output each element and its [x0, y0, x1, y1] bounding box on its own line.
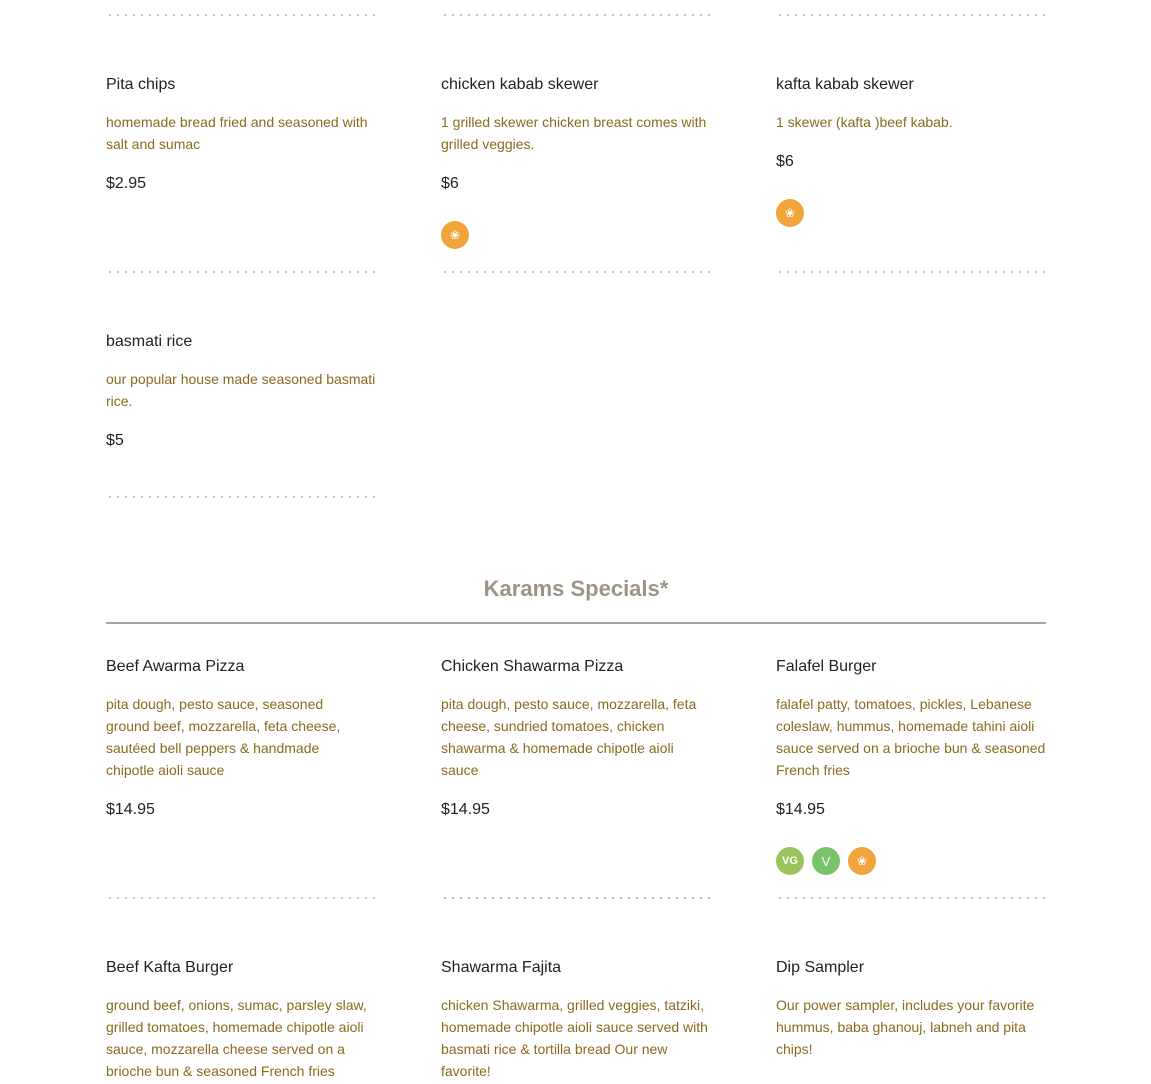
dietary-badges [776, 199, 804, 227]
item-name: Beef Awarma Pizza [106, 658, 245, 675]
item-name: basmati rice [106, 333, 193, 350]
item-description: ground beef, onions, sumac, parsley slaw, grilled tomatoes, homemade chipotle aioli sauce, mozzarella cheese served on a brioche bun & seasoned French fries [106, 997, 367, 1079]
item-divider [441, 14, 711, 16]
item-divider [776, 14, 1046, 16]
gluten-free-icon: ❀ [776, 199, 804, 227]
item-price: $2.95 [106, 175, 147, 192]
item-description: Our power sampler, includes your favorite hummus, baba ghanouj, labneh and pita chips! [776, 997, 1035, 1057]
dietary-badges [776, 847, 876, 875]
gluten-free-icon: ❀ [848, 847, 876, 875]
item-name: kafta kabab skewer [776, 76, 914, 93]
item-price: $14.95 [441, 801, 490, 818]
item-divider [441, 897, 711, 899]
item-name: chicken kabab skewer [441, 76, 599, 93]
dietary-badges [441, 221, 469, 249]
item-divider [106, 14, 376, 16]
item-divider [441, 271, 711, 273]
item-name: Shawarma Fajita [441, 959, 562, 976]
item-name: Chicken Shawarma Pizza [441, 658, 624, 675]
item-price: $14.95 [776, 801, 825, 818]
item-price: $6 [776, 153, 794, 170]
item-price: $14.95 [106, 801, 155, 818]
item-description: pita dough, pesto sauce, seasoned ground beef, mozzarella, feta cheese, sautéed bell peppers & handmade chipotle aioli sauce [106, 696, 341, 778]
item-divider [776, 271, 1046, 273]
item-divider [106, 271, 376, 273]
item-description: 1 grilled skewer chicken breast comes with grilled veggies. [441, 114, 707, 152]
section-divider [106, 622, 1046, 624]
item-divider [106, 897, 376, 899]
item-name: Falafel Burger [776, 658, 877, 675]
item-name: Beef Kafta Burger [106, 959, 234, 976]
item-price: $6 [441, 175, 459, 192]
item-description: chicken Shawarma, grilled veggies, tatziki, homemade chipotle aioli sauce served with basmati rice & tortilla bread Our new favorite! [441, 997, 708, 1079]
item-description: our popular house made seasoned basmati rice. [106, 371, 376, 409]
vegan-icon: VG [776, 847, 804, 875]
item-name: Dip Sampler [776, 959, 865, 976]
item-description: 1 skewer (kafta )beef kabab. [776, 114, 953, 130]
item-price: $5 [106, 432, 124, 449]
item-description: pita dough, pesto sauce, mozzarella, feta cheese, sundried tomatoes, chicken shawarma & homemade chipotle aioli sauce [441, 696, 697, 778]
section-title: Karams Specials* [483, 576, 669, 601]
item-description: falafel patty, tomatoes, pickles, Lebanese coleslaw, hummus, homemade tahini aioli sauce served on a brioche bun & seasoned French fries [776, 696, 1046, 778]
item-description: homemade bread fried and seasoned with salt and sumac [106, 114, 368, 152]
item-divider [776, 897, 1046, 899]
vegetarian-icon: V [812, 847, 840, 875]
item-divider [106, 496, 376, 498]
gluten-free-icon: ❀ [441, 221, 469, 249]
item-name: Pita chips [106, 76, 176, 93]
